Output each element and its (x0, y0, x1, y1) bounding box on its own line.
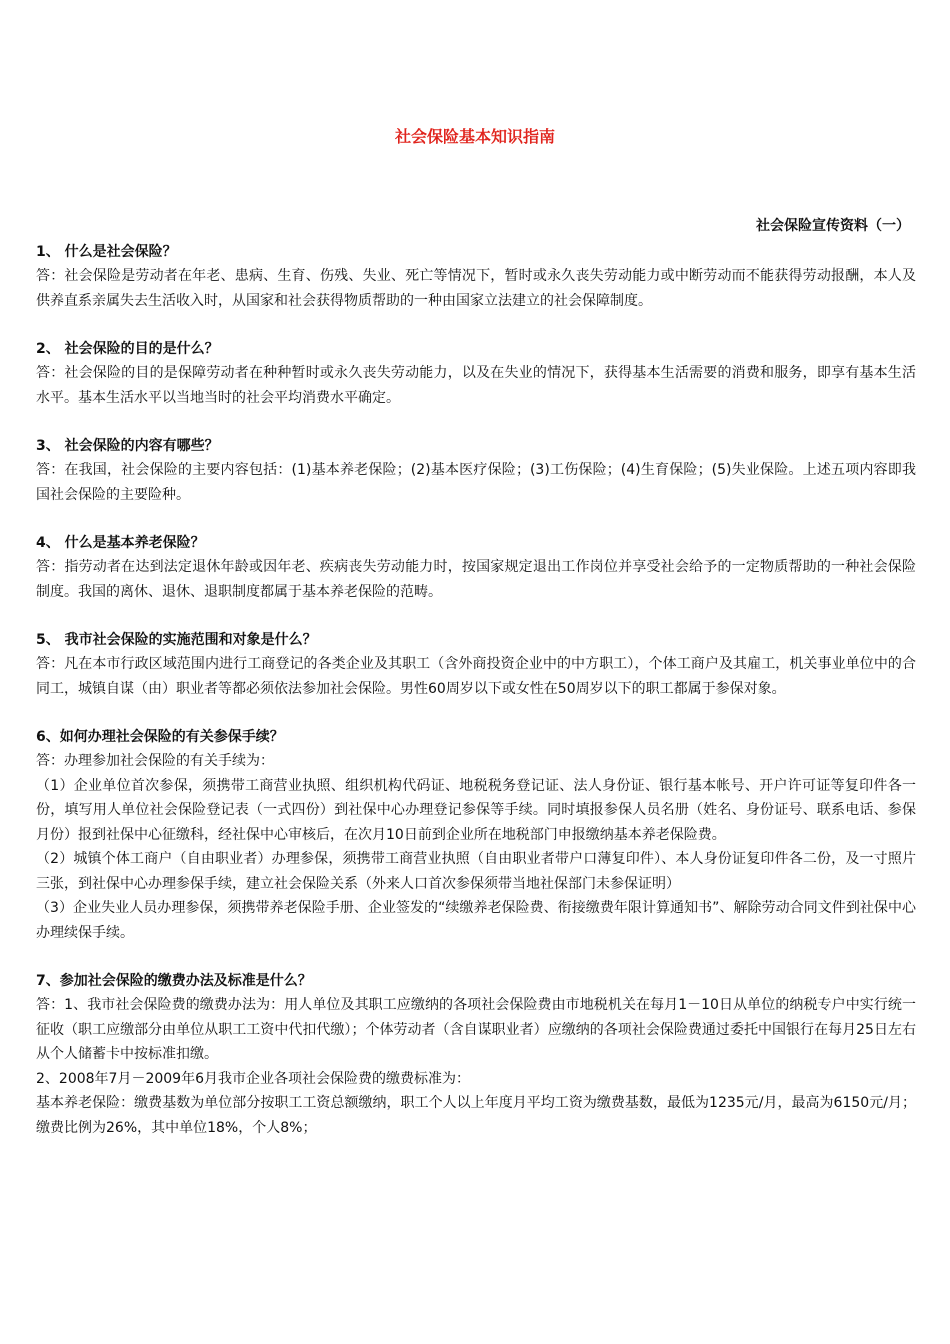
section-2 (36, 337, 916, 410)
section-1 (36, 240, 916, 313)
question-heading: 2、 社会保险的目的是什么？ (36, 341, 219, 357)
answer-paragraph: 答：指劳动者在达到法定退休年龄或因年老、疾病丧失劳动能力时，按国家规定退出工作岗位并享受社会给予的一定物质帮助的一种社会保险制度。我国的离休、退休、退职制度都属于基本养老保险的范畴。 (36, 559, 916, 600)
answer-paragraph: 2、2008年7月－2009年6月我市企业各项社会保险费的缴费标准为： (36, 1070, 470, 1087)
section-3 (36, 434, 916, 507)
question-heading: 7、参加社会保险的缴费办法及标准是什么？ (36, 973, 312, 989)
answer-paragraph: 答：凡在本市行政区域范围内进行工商登记的各类企业及其职工（含外商投资企业中的中方职工），个体工商户及其雇工，机关事业单位中的合同工，城镇自谋（由）职业者等都必须依法参加社会保险。男性60周岁以下或女性在50周岁以下的职工都属于参保对象。 (36, 656, 916, 697)
document-subtitle: 社会保险宣传资料（一） (756, 218, 910, 234)
question-heading: 1、 什么是社会保险？ (36, 244, 177, 260)
answer-paragraph: 答：1、我市社会保险费的缴费办法为：用人单位及其职工应缴纳的各项社会保险费由市地税机关在每月1－10日从单位的纳税专户中实行统一征收（职工应缴部分由单位从职工工资中代扣代缴）；个体劳动者（含自谋职业者）应缴纳的各项社会保险费通过委托中国银行在每月25日左右从个人储蓄卡中按标准扣缴。 (36, 997, 916, 1062)
answer-paragraph: （2）城镇个体工商户（自由职业者）办理参保，须携带工商营业执照（自由职业者带户口薄复印件）、本人身份证复印件各二份，及一寸照片三张，到社保中心办理参保手续，建立社会保险关系（外来人口首次参保须带当地社保部门未参保证明） (36, 851, 916, 892)
document-title: 社会保险基本知识指南 (394, 127, 555, 146)
answer-paragraph: 答：在我国，社会保险的主要内容包括：(1)基本养老保险；(2)基本医疗保险；(3)工伤保险；(4)生育保险；(5)失业保险。上述五项内容即我国社会保险的主要险种。 (36, 462, 916, 503)
section-7 (36, 969, 916, 1140)
question-heading: 4、 什么是基本养老保险？ (36, 535, 205, 551)
answer-paragraph: 答：社会保险是劳动者在年老、患病、生育、伤残、失业、死亡等情况下，暂时或永久丧失劳动能力或中断劳动而不能获得劳动报酬，本人及供养直系亲属失去生活收入时，从国家和社会获得物质帮助的一种由国家立法建立的社会保障制度。 (36, 268, 916, 309)
section-5 (36, 628, 916, 701)
answer-paragraph: （1）企业单位首次参保，须携带工商营业执照、组织机构代码证、地税税务登记证、法人身份证、银行基本帐号、开户许可证等复印件各一份，填写用人单位社会保险登记表（一式四份）到社保中心办理登记参保等手续。同时填报参保人员名册（姓名、身份证号、联系电话、参保月份）报到社保中心征缴科，经社保中心审核后，在次月10日前到企业所在地税部门申报缴纳基本养老保险费。 (36, 777, 916, 843)
answer-paragraph: 答：办理参加社会保险的有关手续为： (36, 753, 274, 769)
document-body (36, 240, 916, 1164)
question-heading: 6、如何办理社会保险的有关参保手续？ (36, 729, 284, 745)
section-6 (36, 725, 916, 945)
section-4 (36, 531, 916, 604)
question-heading: 5、 我市社会保险的实施范围和对象是什么？ (36, 632, 317, 648)
answer-paragraph: 答：社会保险的目的是保障劳动者在种种暂时或永久丧失劳动能力，以及在失业的情况下，获得基本生活需要的消费和服务，即享有基本生活水平。基本生活水平以当地当时的社会平均消费水平确定。 (36, 365, 916, 406)
question-heading: 3、 社会保险的内容有哪些？ (36, 438, 219, 454)
answer-paragraph: 基本养老保险：缴费基数为单位部分按职工工资总额缴纳，职工个人以上年度月平均工资为缴费基数，最低为1235元/月，最高为6150元/月；缴费比例为26%，其中单位18%，个人8%； (36, 1095, 916, 1136)
answer-paragraph: （3）企业失业人员办理参保，须携带养老保险手册、企业签发的“续缴养老保险费、衔接缴费年限计算通知书”、解除劳动合同文件到社保中心办理续保手续。 (36, 900, 916, 941)
